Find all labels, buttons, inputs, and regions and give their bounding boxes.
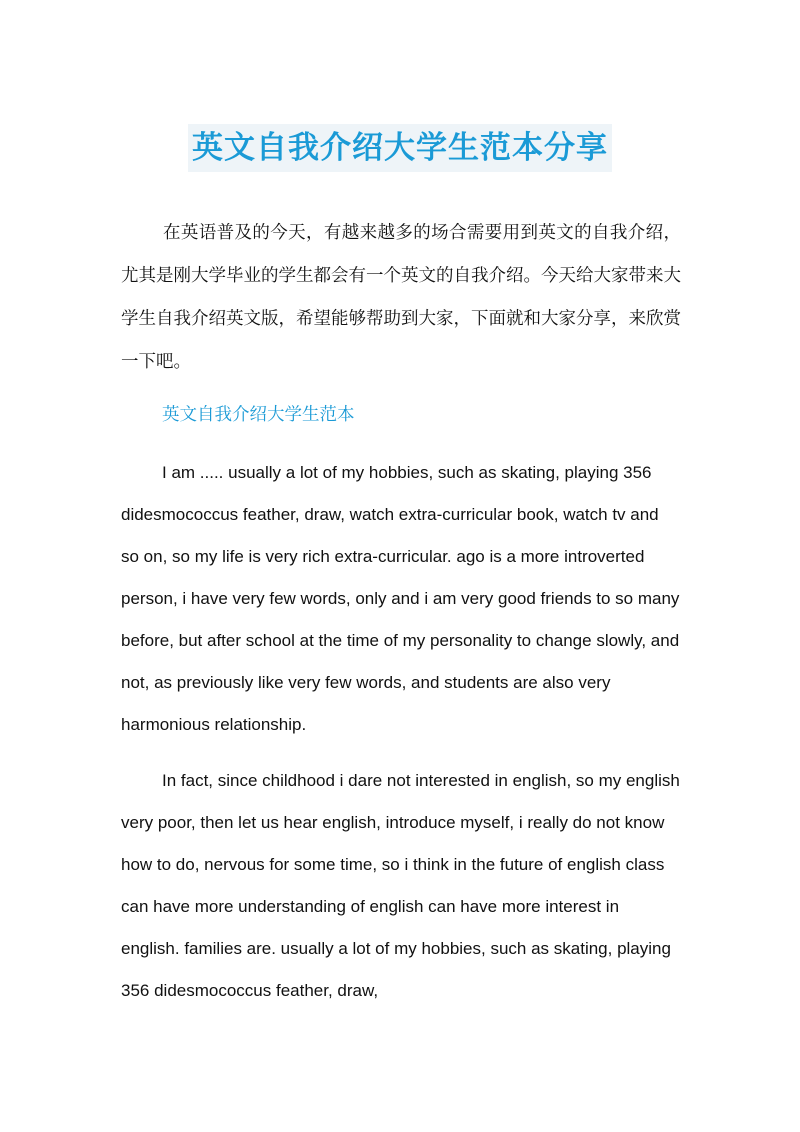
intro-paragraph-container bbox=[121, 212, 681, 384]
intro-paragraph: 在英语普及的今天，有越来越多的场合需要用到英文的自我介绍，尤其是刚大学毕业的学生都会有一个英文的自我介绍。今天给大家带来大学生自我介绍英文版，希望能够帮助到大家，下面就和大家分享，来欣赏一下吧。 bbox=[121, 223, 681, 372]
body-paragraph: I am ..... usually a lot of my hobbies, such as skating, playing 356 didesmococcus feather, draw, watch extra-curricular book, watch tv and so on, so my life is very rich extra-curricular. ago is a more introverted person, i have very few words, only and i am very good friends to so many before, but after school at the time of my personality to change slowly, and not, as previously like very few words, and students are also very harmonious relationship. bbox=[121, 463, 680, 734]
body-paragraph-container bbox=[121, 452, 681, 746]
section-heading: 英文自我介绍大学生范本 bbox=[162, 405, 355, 425]
page-title: 英文自我介绍大学生范本分享 bbox=[188, 124, 612, 172]
body-paragraph-container bbox=[121, 760, 681, 1012]
section-heading-container bbox=[121, 394, 681, 437]
body-paragraph: In fact, since childhood i dare not interested in english, so my english very poor, then let us hear english, introduce myself, i really do not know how to do, nervous for some time, so i think in the future of english class can have more understanding of english can have more interest in english. families are. usually a lot of my hobbies, such as skating, playing 356 didesmococcus feather, draw, bbox=[121, 771, 680, 1000]
title-container bbox=[0, 103, 800, 193]
